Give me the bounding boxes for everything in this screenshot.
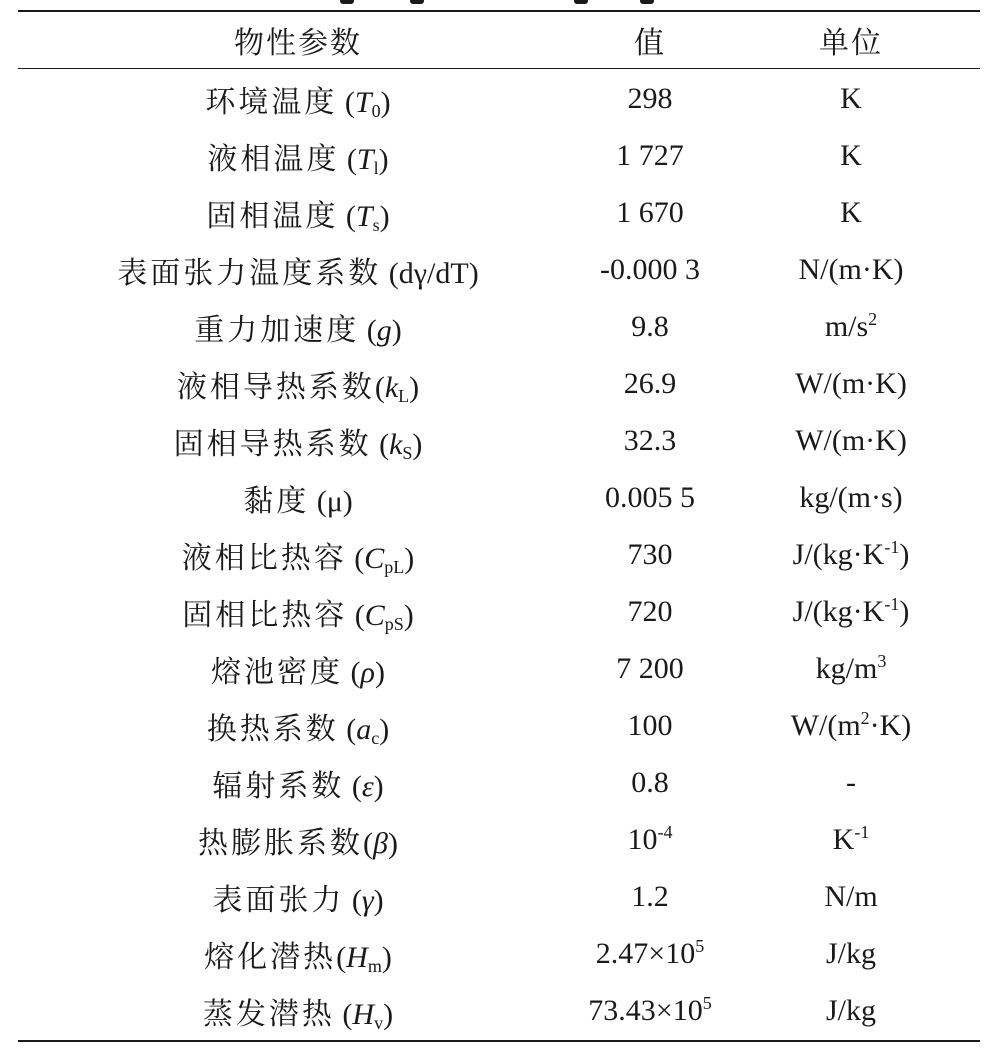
parameter-symbol: dγ/dT bbox=[398, 256, 469, 290]
symbol-subscript: l bbox=[373, 157, 379, 178]
unit-text: - bbox=[846, 765, 856, 799]
parameter-name: 换热系数 bbox=[206, 712, 339, 746]
value-text: 720 bbox=[627, 594, 673, 628]
parameter-symbol: β bbox=[373, 826, 388, 860]
unit-tail: ) bbox=[899, 537, 910, 571]
value-text: 10 bbox=[627, 822, 658, 856]
header-value: 值 bbox=[634, 27, 666, 60]
unit-text: J/kg bbox=[825, 936, 876, 970]
parameter-cell bbox=[18, 241, 578, 298]
parameter-symbol: g bbox=[376, 313, 392, 347]
cropped-glyph bbox=[640, 0, 654, 4]
value-text: 73.43×10 bbox=[588, 993, 703, 1027]
value-exponent: 5 bbox=[695, 935, 705, 956]
parameter-name: 表面张力温度系数 bbox=[117, 256, 382, 290]
symbol-open-paren: ( bbox=[363, 826, 374, 860]
unit-exponent: 2 bbox=[868, 308, 878, 329]
value-text: 298 bbox=[627, 81, 673, 115]
value-text: 2.47×10 bbox=[595, 936, 696, 970]
parameter-name: 熔池密度 bbox=[211, 655, 344, 689]
unit-text: W/(m·K) bbox=[795, 423, 907, 457]
parameter-name: 表面张力 bbox=[212, 883, 345, 917]
symbol-subscript: v bbox=[374, 1012, 384, 1033]
table-header-row bbox=[18, 12, 980, 68]
parameter-symbol: H bbox=[346, 940, 368, 974]
parameter-cell bbox=[18, 355, 578, 412]
unit-text: K bbox=[840, 81, 862, 115]
unit-exponent: 2 bbox=[860, 707, 870, 728]
parameter-cell bbox=[18, 298, 578, 355]
unit-cell bbox=[722, 583, 980, 640]
symbol-open-paren: ( bbox=[347, 598, 365, 632]
unit-text: m/s bbox=[824, 309, 869, 343]
unit-text: kg/m bbox=[815, 651, 878, 685]
parameter-cell bbox=[18, 583, 578, 640]
parameter-symbol: C bbox=[364, 598, 385, 632]
unit-cell bbox=[722, 982, 980, 1039]
symbol-open-paren: ( bbox=[344, 769, 362, 803]
unit-cell bbox=[722, 412, 980, 469]
unit-text: J/(kg·K bbox=[792, 537, 885, 571]
unit-text: N/m bbox=[824, 879, 878, 913]
cropped-glyph bbox=[574, 0, 588, 4]
symbol-close-paren: ) bbox=[404, 541, 415, 575]
symbol-open-paren: ( bbox=[371, 427, 390, 461]
value-cell bbox=[578, 127, 722, 184]
parameter-symbol: μ bbox=[326, 484, 343, 518]
parameter-symbol: γ bbox=[361, 883, 374, 917]
value-text: 1 670 bbox=[616, 195, 684, 229]
symbol-close-paren: ) bbox=[403, 598, 414, 632]
parameter-name: 熔化潜热 bbox=[204, 940, 337, 974]
symbol-open-paren: ( bbox=[374, 370, 385, 404]
table-row bbox=[18, 640, 980, 697]
value-cell bbox=[578, 583, 722, 640]
symbol-close-paren: ) bbox=[381, 940, 392, 974]
parameter-cell bbox=[18, 925, 578, 982]
value-text: -0.000 3 bbox=[600, 252, 700, 286]
symbol-close-paren: ) bbox=[342, 484, 353, 518]
symbol-open-paren: ( bbox=[338, 199, 356, 233]
table-row bbox=[18, 127, 980, 184]
parameter-cell bbox=[18, 982, 578, 1039]
table-row bbox=[18, 583, 980, 640]
table-row bbox=[18, 469, 980, 526]
parameter-cell bbox=[18, 184, 578, 241]
cropped-glyph bbox=[410, 0, 424, 4]
parameter-symbol: k bbox=[384, 370, 399, 404]
symbol-open-paren: ( bbox=[359, 313, 377, 347]
table-row bbox=[18, 697, 980, 754]
value-cell bbox=[578, 298, 722, 355]
value-cell bbox=[578, 811, 722, 868]
symbol-subscript: s bbox=[372, 214, 380, 235]
value-text: 1 727 bbox=[616, 138, 684, 172]
parameter-symbol: a bbox=[356, 712, 372, 746]
parameter-cell bbox=[18, 469, 578, 526]
value-cell bbox=[578, 355, 722, 412]
table-row bbox=[18, 355, 980, 412]
symbol-close-paren: ) bbox=[412, 427, 423, 461]
value-text: 9.8 bbox=[631, 309, 669, 343]
unit-text: J/(kg·K bbox=[792, 594, 885, 628]
unit-exponent: -1 bbox=[884, 593, 900, 614]
unit-exponent: -1 bbox=[884, 536, 900, 557]
parameter-name: 固相温度 bbox=[206, 199, 339, 233]
table-row bbox=[18, 754, 980, 811]
symbol-open-paren: ( bbox=[338, 712, 357, 746]
symbol-open-paren: ( bbox=[336, 940, 347, 974]
unit-cell bbox=[722, 241, 980, 298]
table-row bbox=[18, 925, 980, 982]
value-text: 1.2 bbox=[631, 879, 669, 913]
header-unit: 单位 bbox=[819, 27, 883, 60]
value-cell bbox=[578, 184, 722, 241]
value-cell bbox=[578, 640, 722, 697]
cropped-text-above bbox=[0, 0, 998, 6]
value-text: 0.005 5 bbox=[605, 480, 695, 514]
unit-cell bbox=[722, 184, 980, 241]
header-parameter: 物性参数 bbox=[234, 27, 362, 60]
parameter-cell bbox=[18, 526, 578, 583]
value-text: 32.3 bbox=[623, 423, 677, 457]
symbol-close-paren: ) bbox=[374, 655, 385, 689]
value-cell bbox=[578, 697, 722, 754]
unit-exponent: 3 bbox=[877, 650, 887, 671]
unit-text: K bbox=[840, 138, 862, 172]
table-row bbox=[18, 68, 980, 127]
symbol-open-paren: ( bbox=[337, 85, 355, 119]
value-text: 26.9 bbox=[623, 366, 677, 400]
unit-cell bbox=[722, 697, 980, 754]
parameter-symbol: T bbox=[354, 85, 372, 119]
parameter-cell bbox=[18, 68, 578, 127]
unit-cell bbox=[722, 68, 980, 127]
unit-cell bbox=[722, 868, 980, 925]
symbol-close-paren: ) bbox=[379, 712, 390, 746]
symbol-open-paren: ( bbox=[334, 997, 353, 1031]
table-row bbox=[18, 412, 980, 469]
unit-text: W/(m bbox=[790, 708, 861, 742]
symbol-close-paren: ) bbox=[409, 370, 420, 404]
parameter-name: 重力加速度 bbox=[194, 313, 360, 347]
parameter-symbol: k bbox=[389, 427, 403, 461]
parameter-cell bbox=[18, 697, 578, 754]
parameter-name: 环境温度 bbox=[205, 85, 338, 119]
symbol-close-paren: ) bbox=[379, 199, 390, 233]
unit-text: N/(m·K) bbox=[798, 252, 904, 286]
value-cell bbox=[578, 868, 722, 925]
table-row bbox=[18, 184, 980, 241]
value-cell bbox=[578, 469, 722, 526]
value-cell bbox=[578, 982, 722, 1039]
symbol-close-paren: ) bbox=[380, 85, 391, 119]
symbol-open-paren: ( bbox=[344, 883, 362, 917]
symbol-close-paren: ) bbox=[468, 256, 479, 290]
symbol-subscript: 0 bbox=[371, 100, 381, 121]
unit-cell bbox=[722, 469, 980, 526]
unit-cell bbox=[722, 640, 980, 697]
parameter-name: 热膨胀系数 bbox=[198, 826, 364, 860]
parameter-cell bbox=[18, 127, 578, 184]
value-text: 100 bbox=[627, 708, 673, 742]
parameter-cell bbox=[18, 640, 578, 697]
value-exponent: -4 bbox=[657, 821, 673, 842]
symbol-open-paren: ( bbox=[381, 256, 399, 290]
parameter-symbol: C bbox=[364, 541, 385, 575]
unit-cell bbox=[722, 298, 980, 355]
table-row bbox=[18, 526, 980, 583]
value-cell bbox=[578, 68, 722, 127]
parameter-cell bbox=[18, 811, 578, 868]
unit-cell bbox=[722, 526, 980, 583]
parameter-symbol: T bbox=[356, 142, 374, 176]
unit-cell bbox=[722, 925, 980, 982]
parameter-symbol: ε bbox=[361, 769, 374, 803]
parameter-name: 固相比热容 bbox=[182, 598, 348, 632]
symbol-subscript: pL bbox=[384, 556, 405, 577]
unit-text: W/(m·K) bbox=[795, 366, 907, 400]
parameter-symbol: ρ bbox=[360, 655, 375, 689]
parameter-name: 蒸发潜热 bbox=[202, 997, 335, 1031]
unit-cell bbox=[722, 811, 980, 868]
cropped-glyph bbox=[340, 0, 354, 4]
table-row bbox=[18, 241, 980, 298]
parameter-symbol: T bbox=[355, 199, 373, 233]
value-cell bbox=[578, 925, 722, 982]
symbol-open-paren: ( bbox=[346, 541, 365, 575]
value-text: 0.8 bbox=[631, 765, 669, 799]
symbol-close-paren: ) bbox=[383, 997, 394, 1031]
unit-text: K bbox=[840, 195, 862, 229]
table-row bbox=[18, 811, 980, 868]
symbol-close-paren: ) bbox=[373, 769, 384, 803]
value-cell bbox=[578, 526, 722, 583]
value-exponent: 5 bbox=[702, 992, 712, 1013]
symbol-subscript: L bbox=[398, 385, 410, 406]
table-row bbox=[18, 982, 980, 1039]
symbol-open-paren: ( bbox=[339, 142, 357, 176]
parameter-cell bbox=[18, 868, 578, 925]
parameter-cell bbox=[18, 412, 578, 469]
value-cell bbox=[578, 412, 722, 469]
parameter-cell bbox=[18, 754, 578, 811]
symbol-subscript: c bbox=[371, 727, 380, 748]
symbol-subscript: S bbox=[402, 442, 413, 463]
value-cell bbox=[578, 754, 722, 811]
unit-text: kg/(m·s) bbox=[799, 480, 903, 514]
parameter-name: 辐射系数 bbox=[212, 769, 345, 803]
parameter-name: 黏度 bbox=[243, 484, 310, 518]
parameter-symbol: H bbox=[352, 997, 375, 1031]
value-cell bbox=[578, 241, 722, 298]
symbol-open-paren: ( bbox=[343, 655, 361, 689]
value-text: 7 200 bbox=[616, 651, 684, 685]
unit-exponent: -1 bbox=[854, 821, 870, 842]
parameter-name: 液相比热容 bbox=[181, 541, 347, 575]
unit-text: K bbox=[832, 822, 855, 856]
parameter-name: 液相温度 bbox=[207, 142, 340, 176]
table-row bbox=[18, 868, 980, 925]
symbol-close-paren: ) bbox=[373, 883, 384, 917]
symbol-close-paren: ) bbox=[387, 826, 398, 860]
parameter-name: 固相导热系数 bbox=[173, 427, 372, 461]
unit-cell bbox=[722, 127, 980, 184]
unit-cell bbox=[722, 754, 980, 811]
table-row bbox=[18, 298, 980, 355]
symbol-open-paren: ( bbox=[309, 484, 327, 518]
table-bottom-rule bbox=[18, 1040, 980, 1042]
symbol-close-paren: ) bbox=[378, 142, 389, 176]
parameter-name: 液相导热系数 bbox=[176, 370, 375, 404]
unit-cell bbox=[722, 355, 980, 412]
unit-text: J/kg bbox=[825, 993, 876, 1027]
symbol-subscript: pS bbox=[384, 613, 404, 634]
unit-tail: ) bbox=[899, 594, 910, 628]
symbol-subscript: m bbox=[367, 955, 382, 976]
unit-tail: ·K) bbox=[869, 708, 912, 742]
property-table bbox=[18, 12, 980, 1039]
symbol-close-paren: ) bbox=[391, 313, 402, 347]
value-text: 730 bbox=[627, 537, 673, 571]
